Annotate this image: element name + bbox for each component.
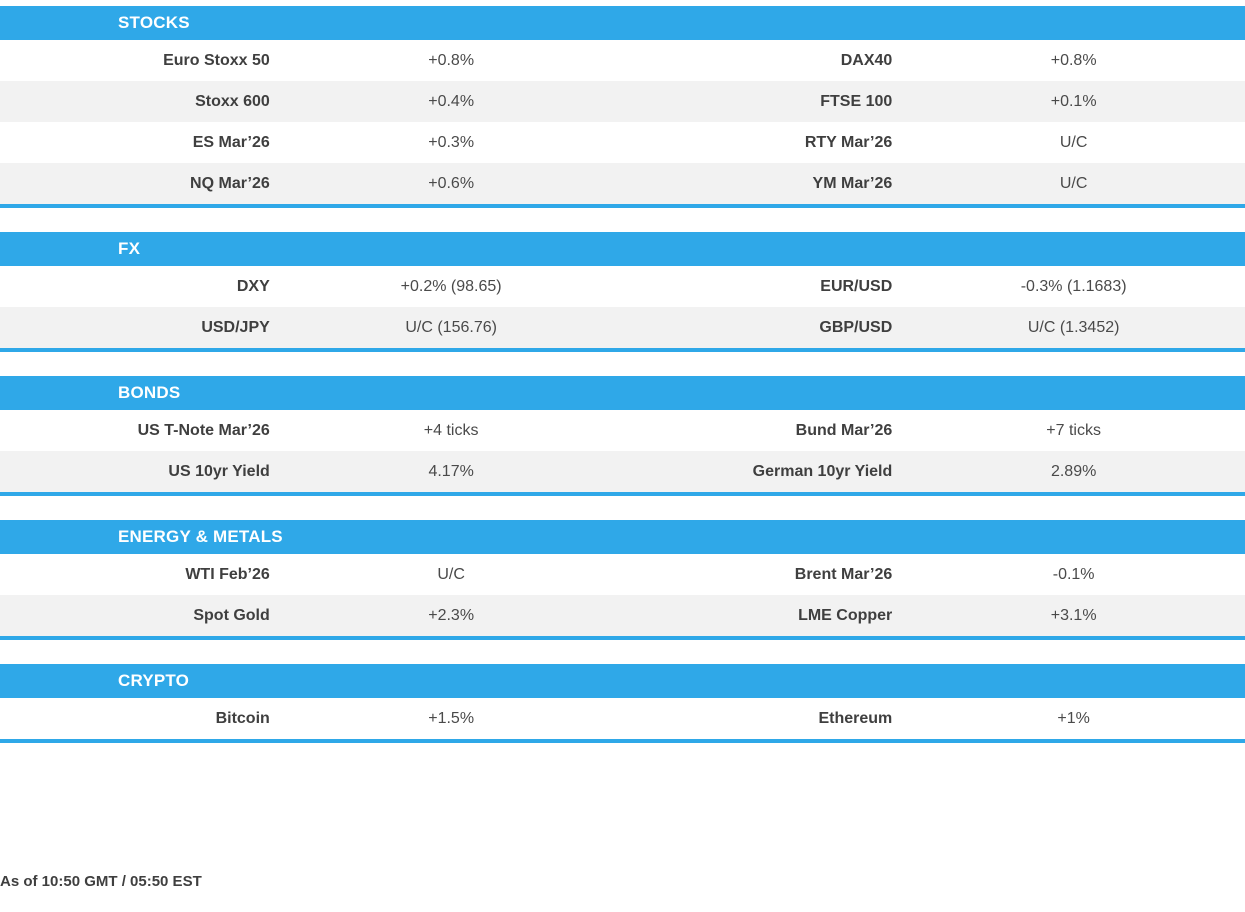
table-row: [0, 698, 1245, 739]
row-label-left: ES Mar’26: [192, 133, 270, 151]
table-row: [0, 40, 1245, 81]
row-label-left: Spot Gold: [193, 606, 270, 624]
section-stocks: [0, 6, 1245, 208]
row-label-right: RTY Mar’26: [804, 133, 893, 151]
section-header-energy-metals: [0, 520, 1245, 554]
section-title: CRYPTO: [118, 671, 190, 690]
row-label-left: USD/JPY: [201, 318, 270, 336]
row-label-right: LME Copper: [798, 606, 893, 624]
section-footer-rule: [0, 204, 1245, 208]
row-value-right: 2.89%: [1050, 462, 1097, 480]
row-value-right: +3.1%: [1050, 606, 1097, 624]
section-title: FX: [118, 239, 141, 258]
row-label-left: WTI Feb’26: [185, 565, 270, 583]
row-label-left: Stoxx 600: [195, 92, 270, 110]
row-value-left: U/C (156.76): [405, 318, 497, 336]
row-label-right: German 10yr Yield: [752, 462, 893, 480]
table-row: [0, 81, 1245, 122]
row-value-left: +0.2% (98.65): [400, 277, 502, 295]
row-label-right: Bund Mar’26: [795, 421, 893, 439]
table-row: [0, 554, 1245, 595]
row-value-right: -0.3% (1.1683): [1020, 277, 1127, 295]
row-value-left: +0.8%: [428, 51, 475, 69]
row-value-right: +7 ticks: [1046, 421, 1101, 439]
row-label-left: US 10yr Yield: [168, 462, 270, 480]
row-value-left: +2.3%: [428, 606, 475, 624]
row-value-left: +1.5%: [428, 709, 475, 727]
row-label-right: EUR/USD: [820, 277, 893, 295]
row-value-right: +0.8%: [1050, 51, 1097, 69]
table-row: [0, 122, 1245, 163]
table-row: [0, 451, 1245, 492]
section-footer-rule: [0, 492, 1245, 496]
section-title: BONDS: [118, 383, 181, 402]
row-value-right: +0.1%: [1050, 92, 1097, 110]
section-header-bonds: [0, 376, 1245, 410]
row-value-right: U/C: [1059, 133, 1088, 151]
table-row: [0, 266, 1245, 307]
row-value-left: +0.3%: [428, 133, 475, 151]
row-label-right: GBP/USD: [819, 318, 893, 336]
row-label-left: US T-Note Mar’26: [137, 421, 270, 439]
row-label-right: Brent Mar’26: [794, 565, 893, 583]
section-header-fx: [0, 232, 1245, 266]
row-value-right: +1%: [1057, 709, 1090, 727]
row-value-left: 4.17%: [428, 462, 474, 480]
row-value-left: +0.6%: [428, 174, 475, 192]
section-title: STOCKS: [118, 13, 190, 32]
row-value-left: +0.4%: [428, 92, 475, 110]
row-label-right: DAX40: [840, 51, 893, 69]
row-label-right: FTSE 100: [820, 92, 893, 110]
row-label-right: Ethereum: [818, 709, 893, 727]
row-label-left: Euro Stoxx 50: [163, 51, 270, 69]
section-footer-rule: [0, 636, 1245, 640]
section-energy-metals: [0, 520, 1245, 640]
row-value-left: U/C: [437, 565, 465, 583]
row-label-left: NQ Mar’26: [190, 174, 270, 192]
section-bonds: [0, 376, 1245, 496]
section-header-crypto: [0, 664, 1245, 698]
row-label-right: YM Mar’26: [812, 174, 893, 192]
table-row: [0, 307, 1245, 348]
section-crypto: [0, 664, 1245, 743]
table-row: [0, 163, 1245, 204]
section-title: ENERGY & METALS: [118, 527, 283, 546]
section-footer-rule: [0, 348, 1245, 352]
section-footer-rule: [0, 739, 1245, 743]
as-of-timestamp: As of 10:50 GMT / 05:50 EST: [0, 873, 202, 890]
row-value-right: -0.1%: [1052, 565, 1095, 583]
row-value-left: +4 ticks: [423, 421, 479, 439]
row-value-right: U/C (1.3452): [1027, 318, 1120, 336]
section-header-stocks: [0, 6, 1245, 40]
table-row: [0, 595, 1245, 636]
row-label-left: DXY: [236, 277, 270, 295]
table-row: [0, 410, 1245, 451]
row-label-left: Bitcoin: [215, 709, 270, 727]
row-value-right: U/C: [1059, 174, 1088, 192]
section-fx: [0, 232, 1245, 352]
